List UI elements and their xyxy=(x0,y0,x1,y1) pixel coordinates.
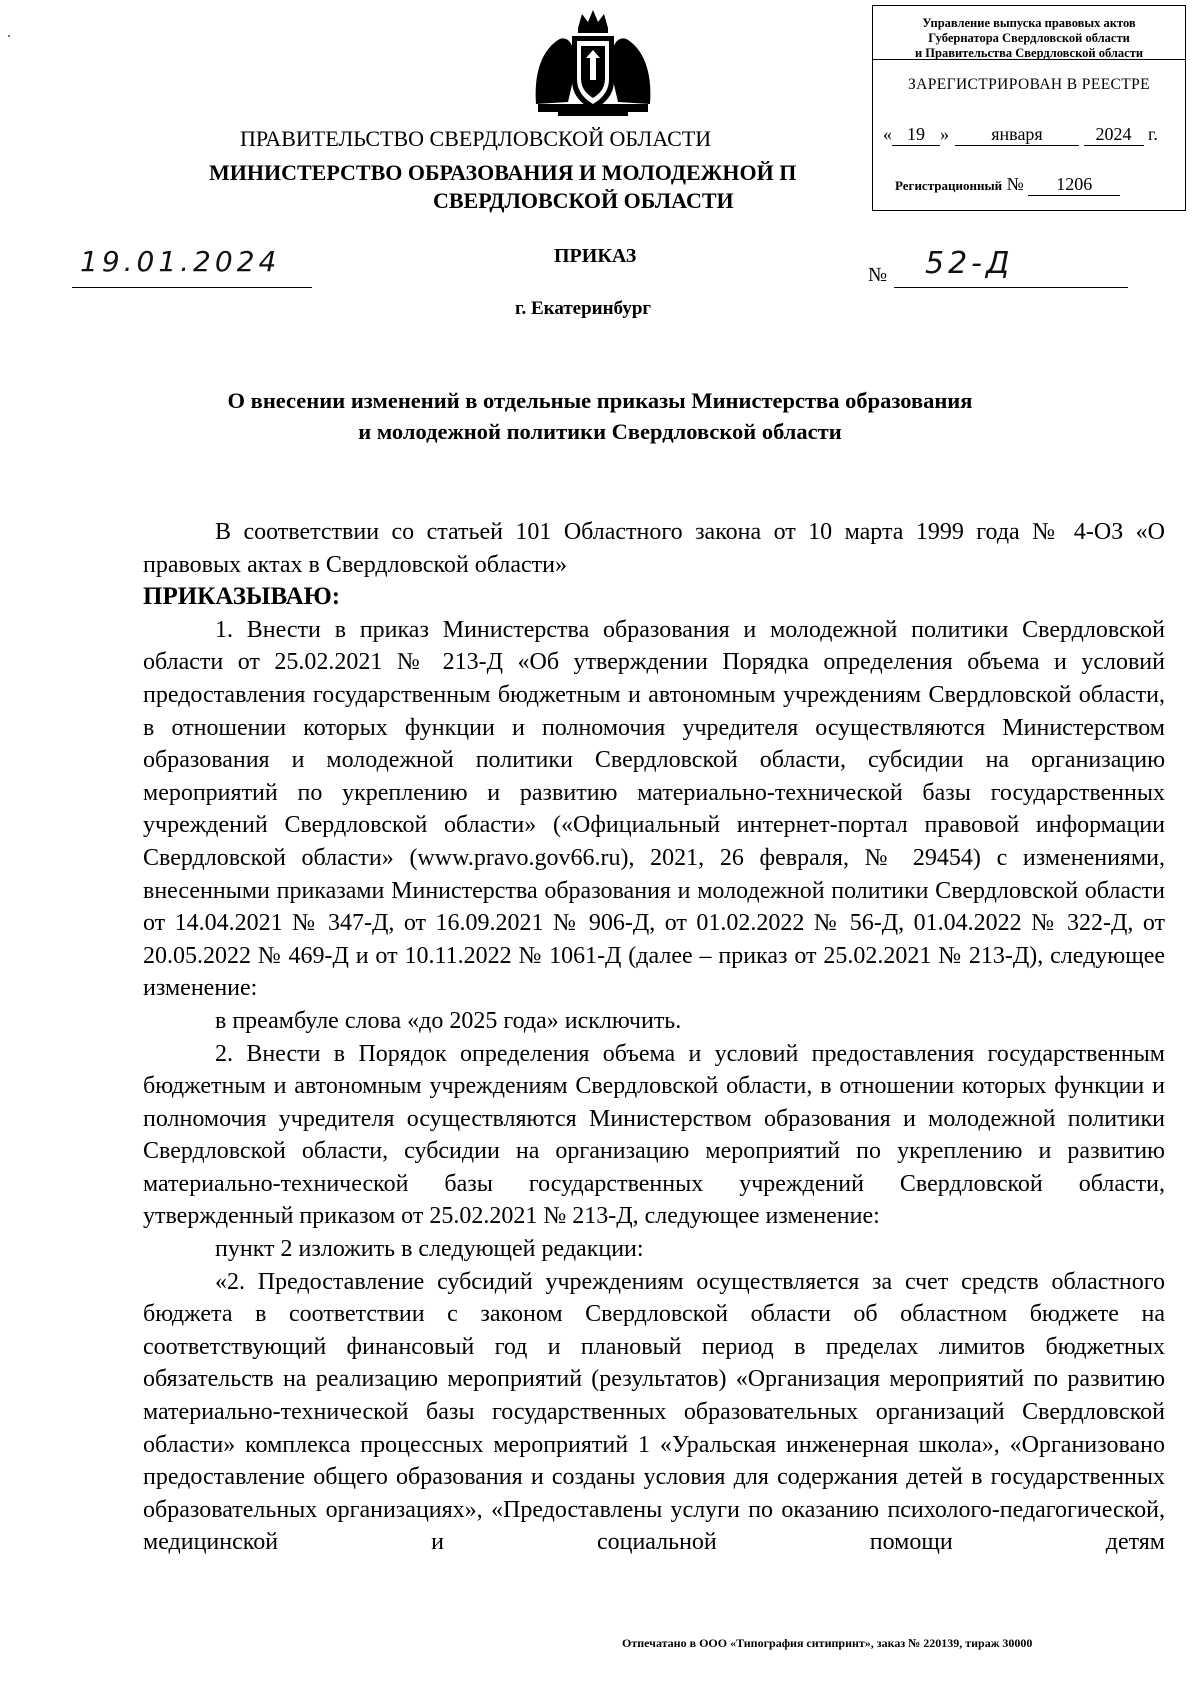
item1-change-paragraph: в преамбуле слова «до 2025 года» исключить. xyxy=(215,1007,682,1034)
date-underline xyxy=(72,287,312,288)
number-sign: № xyxy=(868,264,888,286)
stamp-year xyxy=(1084,124,1144,146)
stamp-registered-label: ЗАРЕГИСТРИРОВАН В РЕЕСТРЕ xyxy=(907,76,1151,93)
item1-paragraph: 1. Внести в приказ Министерства образования и молодежной политики Свердловской области от 25.02.2021 № 213-Д «Об утверждении Порядка определения объема и условий предоставления государственным бюджетным и автономным учреждениям Свердловской области, в отношении которых функции и полномочия учредителя осуществляются Министерством образования и молодежной политики Свердловской области, субсидии на организацию мероприятий по укреплению и развитию материально-технической базы государственных учреждений Свердловской области» («Официальный интернет-портал правовой информации Свердловской области» (www.pravo.gov66.ru), 2021, 26 февраля, № 29454) с изменениями, внесенными приказами Министерства образования и молодежной политики Свердловской области от 14.04.2021 № 347-Д, от 16.09.2021 № 906-Д, от 01.02.2022 № 56-Д, 01.04.2022 № 322-Д, от 20.05.2022 № 469-Д и от 10.11.2022 № 1061-Д (далее – приказ от 25.02.2021 № 213-Д), следующее изменение: xyxy=(143,616,1165,1002)
ministry-name-line1: МИНИСТЕРСТВО ОБРАЗОВАНИЯ И МОЛОДЕЖНОЙ П xyxy=(209,160,797,185)
document-body xyxy=(143,516,1165,1559)
coat-of-arms-icon xyxy=(528,6,658,118)
registration-stamp xyxy=(872,5,1186,211)
handwritten-date: 19.01.2024 xyxy=(80,245,281,278)
stamp-num-sign: № xyxy=(1006,174,1024,194)
item2-intro-paragraph: пункт 2 изложить в следующей редакции: xyxy=(215,1236,644,1263)
stamp-year-suffix: 24 xyxy=(1113,124,1132,144)
number-underline xyxy=(894,287,1128,288)
document-city: г. Екатеринбург xyxy=(515,298,652,319)
order-word: ПРИКАЗЫВАЮ: xyxy=(143,583,341,611)
stamp-header xyxy=(873,6,1185,60)
document-type: ПРИКАЗ xyxy=(554,245,637,267)
stamp-day: 19 xyxy=(892,124,940,146)
printing-footer: Отпечатано в ООО «Типография ситипринт», заказ № 220139, тираж 30000 xyxy=(622,1636,1033,1650)
government-name: ПРАВИТЕЛЬСТВО СВЕРДЛОВСКОЙ ОБЛАСТИ xyxy=(240,126,712,151)
item2-paragraph: 2. Внести в Порядок определения объема и условий предоставления государственным бюджетным и автономным учреждениям Свердловской области, в отношении которых функции и полномочия учредителя осуществляются Министерством образования и молодежной политики Свердловской области, субсидии на организацию мероприятий по укреплению и развитию материально-технической базы государственных учреждений Свердловской области, утвержденный приказом от 25.02.2021 № 213-Д, следующее изменение: xyxy=(143,1040,1165,1230)
stamp-reg-number: 1206 xyxy=(1028,174,1120,196)
stamp-header-line: Губернатора Свердловской области xyxy=(928,31,1130,45)
stamp-year-prefix: 20 xyxy=(1095,124,1114,144)
title-line: О внесении изменений в отдельные приказы Министерства образования xyxy=(227,388,973,413)
stamp-month: января xyxy=(955,124,1079,146)
document-title xyxy=(120,385,1080,447)
scan-speck xyxy=(8,35,10,37)
stamp-year-abbr: г. xyxy=(1148,124,1158,144)
stamp-header-line: Управление выпуска правовых актов xyxy=(922,16,1136,30)
stamp-reg-number-line xyxy=(895,174,1175,196)
stamp-date: « 19 » января 2024 г. xyxy=(883,124,1158,144)
stamp-reg-label: Регистрационный xyxy=(895,178,1003,193)
stamp-header-line: и Правительства Свердловской области xyxy=(914,46,1144,60)
handwritten-number: 52-Д xyxy=(925,246,1014,281)
title-line: и молодежной политики Свердловской области xyxy=(358,419,842,444)
item2-text-paragraph: «2. Предоставление субсидий учреждениям осуществляется за счет средств областного бюджета в соответствии с законом Свердловской области об областном бюджете на соответствующий финансовый год и плановый период в пределах лимитов бюджетных обязательств на реализацию мероприятий (результатов) «Организация мероприятий по развитию материально-технической базы государственных образовательных организаций Свердловской области» комплекса процессных мероприятий 1 «Уральская инженерная школа», «Организовано предоставление общего образования и созданы условия для содержания детей в государственных образовательных организациях», «Предоставлены услуги по оказанию психолого-педагогической, медицинской и социальной помощи детям xyxy=(143,1268,1165,1556)
ministry-name-line2: СВЕРДЛОВСКОЙ ОБЛАСТИ xyxy=(433,188,734,213)
preamble-paragraph: В соответствии со статьей 101 Областного закона от 10 марта 1999 года № 4-ОЗ «О правовых актах в Свердловской области» xyxy=(143,519,1165,578)
